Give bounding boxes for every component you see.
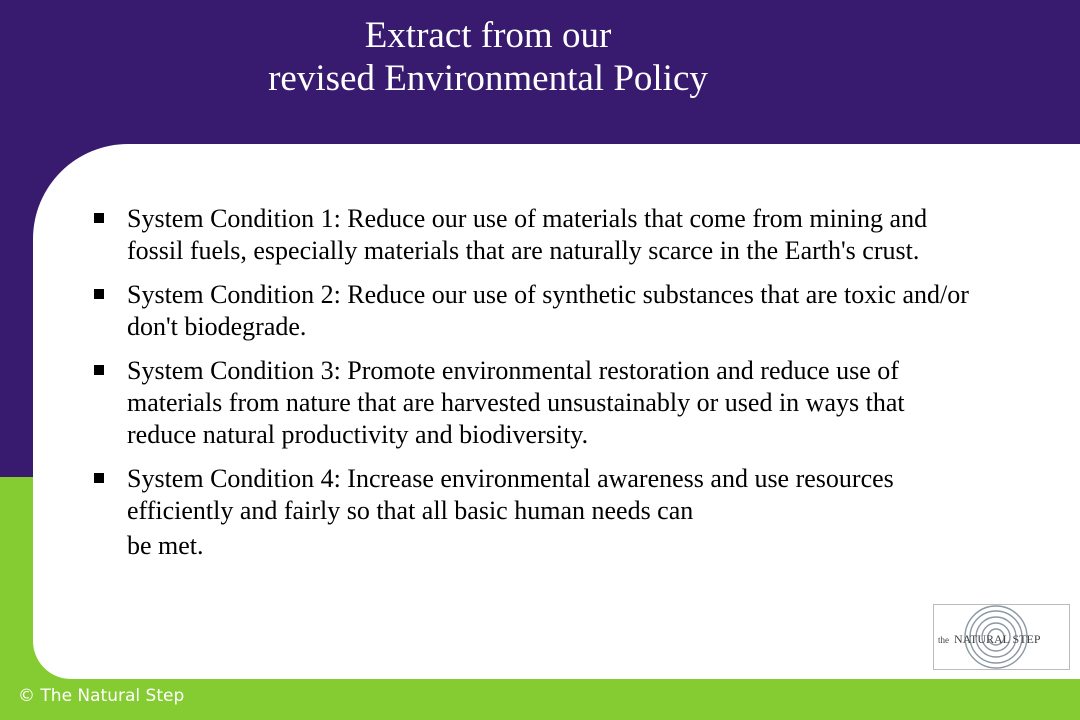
slide-title [0, 14, 976, 100]
copyright-text: © The Natural Step [18, 686, 185, 706]
spiral-logo-icon [934, 605, 1069, 669]
square-bullet-icon [94, 473, 104, 483]
bullet-list [90, 203, 970, 577]
bullet-text: System Condition 2: Reduce our use of synthetic substances that are toxic and/or don't biodegrade. [127, 280, 969, 341]
square-bullet-icon [94, 289, 104, 299]
bullet-text-continuation: be met. [127, 531, 204, 560]
square-bullet-icon [94, 213, 104, 223]
list-item [90, 463, 970, 565]
natural-step-logo [933, 604, 1070, 670]
list-item [90, 203, 970, 267]
svg-text:the: the [938, 635, 949, 645]
bullet-text: System Condition 1: Reduce our use of materials that come from mining and fossil fuels, especially materials that are naturally scarce in the Earth's crust. [127, 204, 928, 265]
bullet-text: System Condition 3: Promote environmental restoration and reduce use of materials from nature that are harvested unsustainably or used in ways that reduce natural productivity and biodiversity. [127, 356, 905, 449]
title-line-1: Extract from our [364, 15, 612, 56]
bullet-text: System Condition 4: Increase environmental awareness and use resources efficiently and fairly so that all basic human needs can [127, 464, 894, 525]
list-item [90, 355, 970, 451]
title-line-2: revised Environmental Policy [268, 58, 708, 99]
list-item [90, 279, 970, 343]
square-bullet-icon [94, 365, 104, 375]
svg-text:NATURAL STEP: NATURAL STEP [954, 632, 1041, 646]
